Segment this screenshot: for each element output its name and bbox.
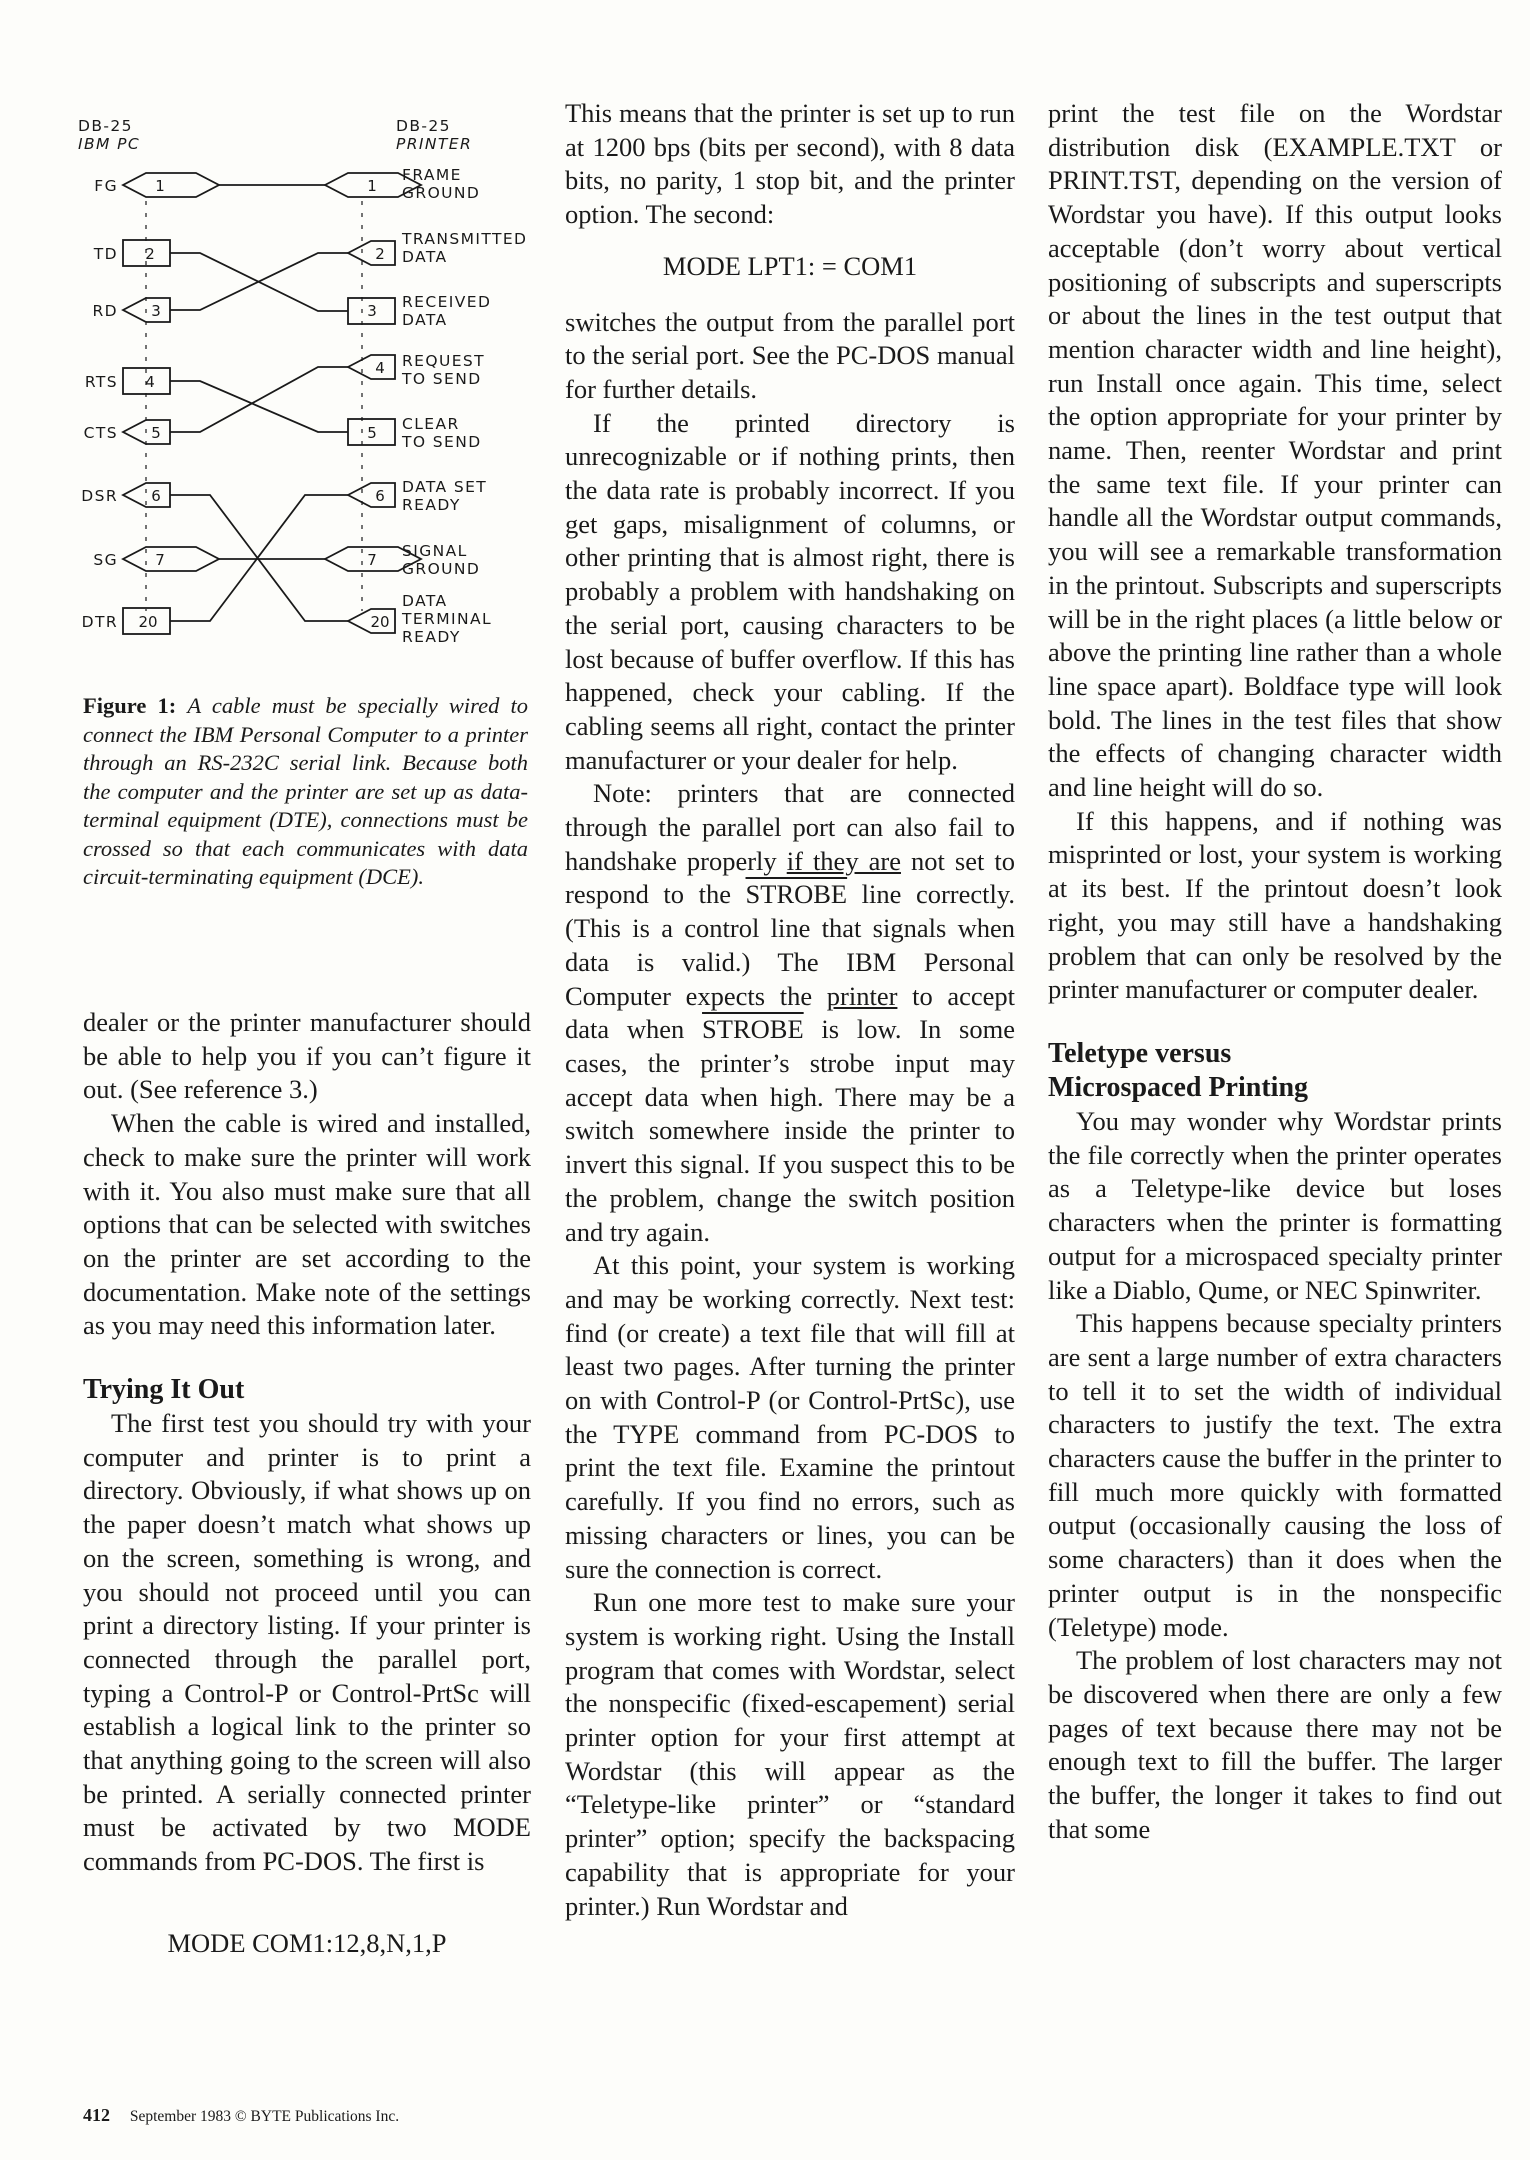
right-label-to-send-cts: TO SEND (402, 433, 482, 451)
paragraph: You may wonder why Wordstar prints the file correctly when the printer operates as a Teletype-like device but loses characters when the printer is formatting output for a microspaced specialty printer like a Diablo, Qume, or NEC Spinwriter. (1048, 1105, 1502, 1305)
signal-dsr: DSR (81, 487, 118, 505)
pin-right-3: 3 (367, 302, 377, 320)
right-label-data-dtr: DATA (402, 592, 448, 610)
pin-right-2: 2 (375, 245, 385, 263)
pin-right-20: 20 (370, 613, 390, 631)
paragraph: This happens because specialty printers are sent a large number of extra characters to tell it to set the width of individual characters to justify the text. The extra characters cause the buffer in the printer to fill much more quickly with formatted output (occasionally causing the loss of some characters) than it does when the printer output is in the nonspecific (Teletype) mode. (1048, 1308, 1502, 1642)
right-label-data-td: DATA (402, 248, 448, 266)
right-label-data-rd: DATA (402, 311, 448, 329)
pin-left-20: 20 (138, 613, 158, 631)
paragraph: This means that the printer is set up to run at 1200 bps (bits per second), with 8 data bits, no parity, 1 stop bit, and the printer option. The second: (565, 98, 1015, 230)
right-label-terminal: TERMINAL (402, 610, 493, 628)
pin-left-2: 2 (145, 245, 155, 263)
note-text: not set to respond to the (565, 845, 1016, 910)
column-middle (565, 97, 1015, 1923)
paragraph: If the printed directory is unrecognizable or if nothing prints, then the data rate is probably incorrect. If you get gaps, misalignment of columns, or other printing that is almost right, there is probably a problem with handshaking on the serial port, causing characters to be lost because of buffer overflow. If this has happened, check your cabling. If the cabling seems all right, contact the printer manufacturer or your dealer for help. (565, 407, 1015, 775)
paragraph-note (565, 777, 1015, 1249)
pin-left-7: 7 (155, 551, 165, 569)
right-label-ready-dsr: READY (402, 496, 461, 514)
mode-command-com1: MODE COM1:12,8,N,1,P (167, 1927, 447, 1958)
signal-td: TD (93, 245, 118, 263)
pin-right-5: 5 (367, 424, 377, 442)
figure-caption (83, 692, 528, 892)
heading-line2: Microspaced Printing (1048, 1071, 1309, 1103)
column-right (1048, 97, 1502, 1846)
pin-right-1: 1 (367, 177, 377, 195)
pin-left-1: 1 (155, 177, 165, 195)
paragraph: print the test file on the Wordstar distribution disk (EXAMPLE.TXT or PRINT.TST, depending on the version of Wordstar you have). If this output looks acceptable (don’t worry about vertical positioning of subscripts and superscripts or about the lines in the test output that mention character width and line height), run Install once again. This time, select the option appropriate for your printer by name. Then, reenter Wordstar and print the same text file. If your printer can handle all the Wordstar output commands, you will see a remarkable transformation in the printout. Subscripts and superscripts will be in the right places (a little below or above the printing line rather than a whole line space apart). Boldface type will look bold. The lines in the test files that show the effects of changing character width and line height will do so. (1048, 98, 1502, 803)
strobe-signal: STROBE (745, 879, 848, 910)
signal-sg: SG (93, 551, 118, 569)
pin-left-3: 3 (151, 302, 161, 320)
pin-left-5: 5 (151, 424, 161, 442)
right-label-data-set: DATA SET (402, 478, 488, 496)
signal-dtr: DTR (81, 613, 118, 631)
page-number: 412 (83, 2105, 110, 2125)
note-overlined: printer (826, 980, 898, 1011)
mode-command-lpt1: MODE LPT1: = COM1 (662, 250, 918, 281)
section-heading-trying-it-out: Trying It Out (83, 1374, 245, 1406)
pin-right-4: 4 (375, 359, 385, 377)
note-text: is low. In some cases, the printer’s strobe input may accept data when high. There may be a switch somewhere inside the printer to invert this signal. If you suspect this to be the problem, change the switch position and try again. (565, 1014, 1015, 1247)
right-label-to-send-rts: TO SEND (402, 370, 482, 388)
page-footer (83, 2105, 399, 2126)
right-label-ground-sg: GROUND (402, 560, 481, 578)
note-text: line correctly. (This is a control line that signals when data is valid.) The IBM Personal Computer expects the (565, 879, 1016, 1011)
left-header-line2: IBM PC (78, 135, 141, 153)
right-header-line2: PRINTER (396, 135, 473, 153)
right-label-ground: GROUND (402, 184, 481, 202)
right-label-ready-dtr: READY (402, 628, 461, 646)
column-left (83, 1006, 531, 1983)
note-text: to accept data when (565, 980, 1016, 1045)
caption-label: Figure 1: (83, 693, 177, 718)
right-label-clear: CLEAR (402, 415, 460, 433)
pin-left-6: 6 (151, 487, 161, 505)
paragraph: If this happens, and if nothing was misprinted or lost, your system is working at its best. If the printout doesn’t look right, you may still have a handshaking problem that can only be resolved by the printer manufacturer or computer dealer. (1048, 805, 1502, 1005)
pin-right-7: 7 (367, 551, 377, 569)
note-text: Note: printers that are connected through the parallel port can also fail to handshake properly (565, 778, 1015, 876)
caption-text: A cable must be specially wired to connect the IBM Personal Computer to a printer through an RS-232C serial link. Because both the computer and the printer are set up as data-terminal equipment (DTE), connections must be crossed so that each communicates with data circuit-terminating equipment (DCE). (83, 693, 528, 889)
strobe-signal: STROBE (702, 1014, 804, 1045)
left-header-line1: DB-25 (78, 117, 133, 135)
paragraph: The first test you should try with your computer and printer is to print a directory. Obviously, if what shows up on the paper doesn’t match what shows up on the screen, something is wrong, and you should not proceed until you can print a directory listing. If your printer is connected through the parallel port, typing a Control-P or Control-PrtSc will establish a logical link to the printer so that anything going to the screen will also be printed. A serially connected printer must be activated by two MODE commands from PC-DOS. The first is (83, 1408, 531, 1877)
signal-fg: FG (94, 177, 118, 195)
right-label-received: RECEIVED (402, 293, 492, 311)
pin-right-6: 6 (375, 487, 385, 505)
heading-line1: Teletype versus (1048, 1037, 1232, 1069)
right-label-signal: SIGNAL (402, 542, 468, 560)
signal-cts: CTS (83, 424, 118, 442)
right-label-request: REQUEST (402, 352, 486, 370)
right-label-frame: FRAME (402, 166, 462, 184)
paragraph: When the cable is wired and installed, check to make sure the printer will work with it. You also must make sure that all options that can be selected with switches on the printer are set according to the documentation. Make note of the settings as you may need this information later. (83, 1108, 531, 1341)
note-underlined: if they are (786, 845, 901, 876)
paragraph: switches the output from the parallel port to the serial port. See the PC-DOS manual for further details. (565, 306, 1015, 404)
pin-left-4: 4 (145, 373, 155, 391)
cable-wiring-diagram (70, 115, 540, 675)
footer-text: September 1983 © BYTE Publications Inc. (129, 2108, 400, 2125)
paragraph: The problem of lost characters may not be discovered when there are only a few pages of text because there may not be enough text to fill the buffer. The larger the buffer, the longer it takes to find out that some (1048, 1645, 1502, 1844)
section-heading-teletype (1048, 1037, 1502, 1105)
right-label-transmitted: TRANSMITTED (402, 230, 528, 248)
paragraph: Run one more test to make sure your system is working right. Using the Install program that comes with Wordstar, select the nonspecific (fixed-escapement) serial printer option for your first attempt at Wordstar (this will appear as the “Teletype-like printer” or “standard printer” option; specify the backspacing capability that is appropriate for your printer.) Run Wordstar and (565, 1587, 1015, 1921)
signal-rts: RTS (84, 373, 118, 391)
right-header-line1: DB-25 (396, 117, 451, 135)
paragraph: At this point, your system is working and may be working correctly. Next test: find (or create) a text file that will fill at least two pages. After turning the printer on with Control-P (or Control-PrtSc), use the TYPE command from PC-DOS to print the text file. Examine the printout carefully. If you find no errors, such as missing characters or lines, you can be sure the connection is correct. (565, 1250, 1015, 1584)
signal-rd: RD (92, 302, 118, 320)
paragraph: dealer or the printer manufacturer should be able to help you if you can’t figure it out. (See reference 3.) (83, 1007, 531, 1105)
